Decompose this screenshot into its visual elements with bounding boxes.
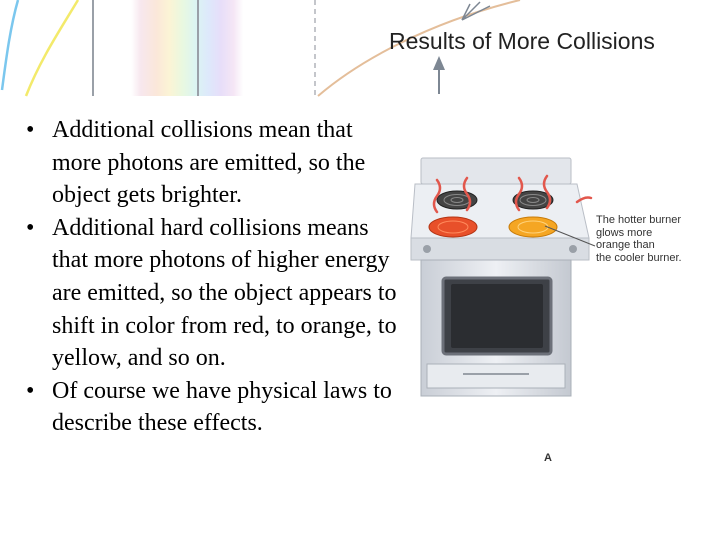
cool-burner [429,217,477,237]
caption-line: The hotter burner [596,214,681,226]
bullet-item [22,212,402,375]
bullet-list [22,114,402,440]
caption-line: the cooler burner. [596,251,682,264]
caption-line: glows more [596,226,653,239]
stove-illustration [405,150,605,400]
oven-drawer [427,364,565,388]
bullet-text: Of course we have physical laws to describe these effects. [52,377,392,437]
bullet-symbol: • [26,117,35,143]
figure-caption [596,214,714,264]
bullet-text: Additional collisions mean that more photons are emitted, so the object gets brighter. [52,117,366,209]
bullet-text: Additional hard collisions means that more photons of higher energy are emitted, so the object appears to shift in color from red, to orange, to yellow, and so on. [52,214,397,372]
bullet-item [22,375,402,440]
caption-line: orange than [596,239,655,251]
bullet-item [22,114,402,212]
small-arrows [462,2,490,20]
bullet-symbol: • [26,377,35,404]
blue-curve [2,0,18,90]
slide-title: Results of More Collisions [389,28,655,54]
stove-backsplash [421,158,571,184]
up-arrow-head [433,56,445,70]
bullet-symbol: • [26,214,35,241]
figure-label: A [544,452,552,464]
yellow-curve [26,0,78,96]
